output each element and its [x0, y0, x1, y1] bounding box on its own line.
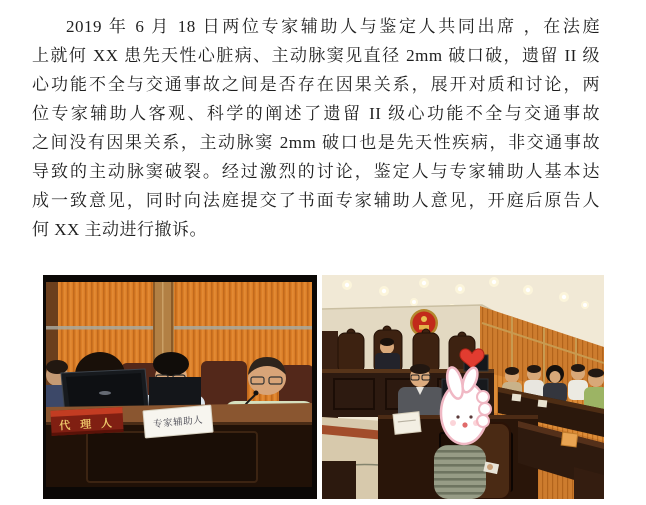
text-line: 之间没有因果关系，主动脉窦 2mm 破口也是先天性疾病，非交通事故 [32, 133, 600, 152]
text-line: 导致的主动脉窦破裂。经过激烈的讨论，鉴定人与专家辅助人基本达 [32, 162, 600, 181]
courtroom-photo-right [322, 275, 604, 499]
text-line: 位专家辅助人客观、科学的阐述了遗留 II 级心功能不全与交通事故 [32, 104, 600, 123]
photo-frame-top [43, 275, 317, 282]
nameplate-expert-label: 专家辅助人 [152, 414, 204, 431]
text-line: 上就何 XX 患先天性心脏病、主动脉窦见直径 2mm 破口破，遗留 II 级 [32, 46, 600, 65]
courtroom-photo-right-image [322, 275, 604, 499]
photo-frame-right [312, 275, 317, 499]
text-line: 心功能不全与交通事故之间是否存在因果关系，展开对质和讨论，两 [32, 75, 600, 94]
nameplate-expert [143, 405, 213, 438]
courtroom-photo-left-image [43, 275, 317, 499]
article-text [32, 12, 600, 244]
nameplate-agent-label: 代 理 人 [59, 416, 116, 433]
nameplate-agent [50, 407, 123, 436]
left-bench-bottom [322, 461, 356, 499]
photo-frame-bottom [43, 487, 317, 499]
text-line: 成一致意见，同时向法庭提交了书面专家辅助人意见，开庭后原告人 [32, 191, 600, 210]
courtroom-photo-left [43, 275, 317, 499]
text-line: 2019 年 6 月 18 日两位专家辅助人与鉴定人共同出席 ，在法庭 [66, 17, 600, 36]
wall-rail [46, 326, 312, 330]
text-line: 何 XX 主动进行撤诉。 [32, 220, 208, 239]
